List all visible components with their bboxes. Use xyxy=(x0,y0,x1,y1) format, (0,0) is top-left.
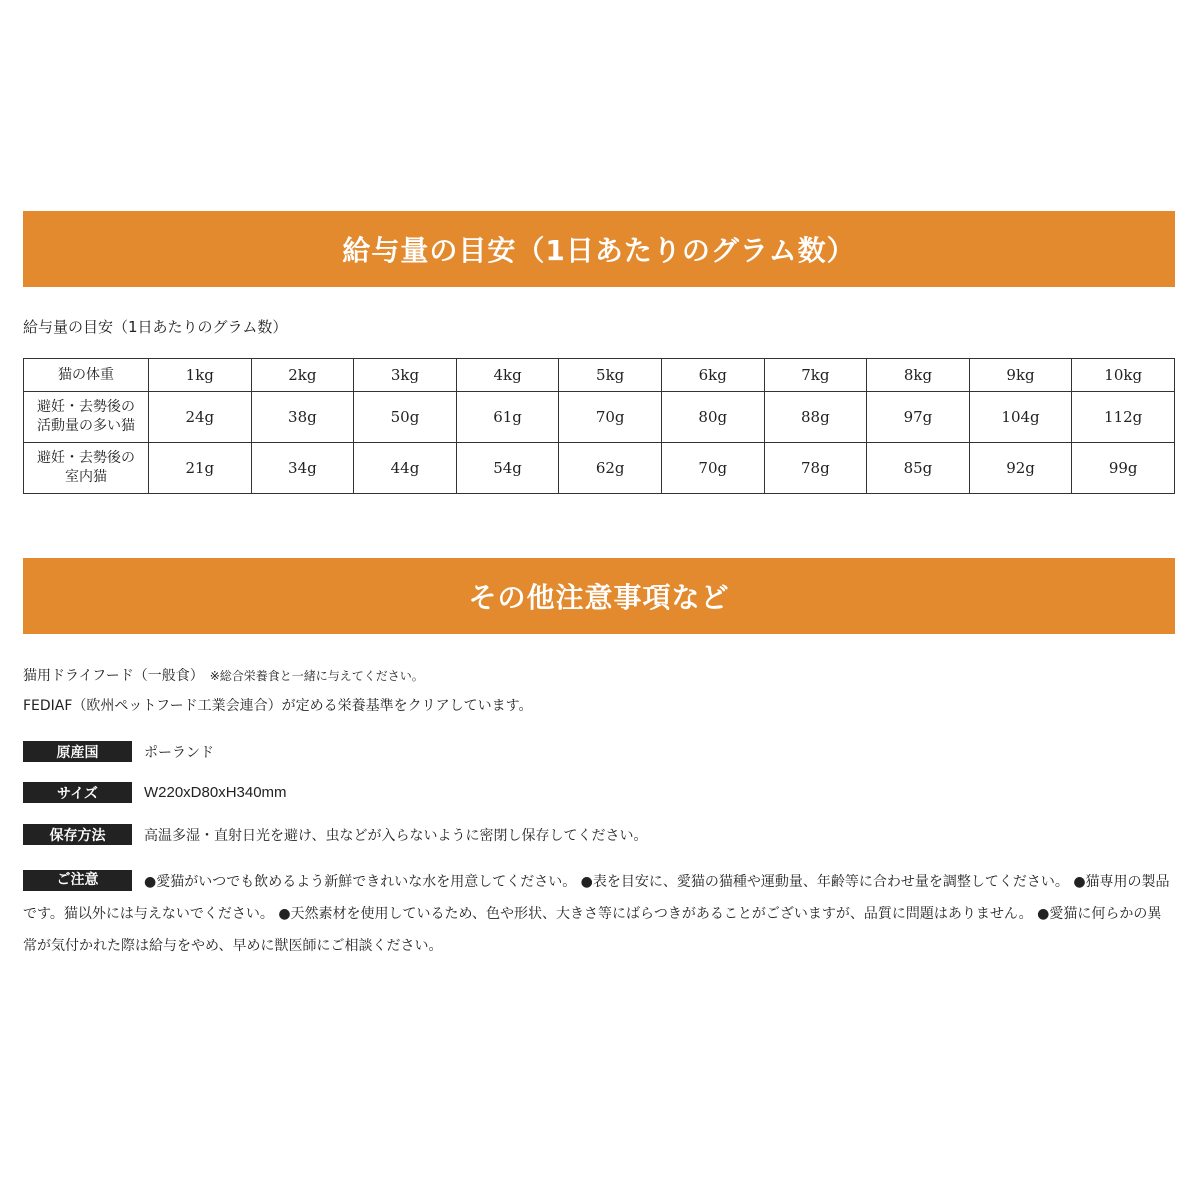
amount-cell: 50g xyxy=(354,392,457,443)
amount-cell: 85g xyxy=(867,443,970,494)
storage-value: 高温多湿・直射日光を避け、虫などが入らないように密閉し保存してください。 xyxy=(144,827,648,844)
spec-size xyxy=(23,782,287,803)
table-header-row xyxy=(24,359,1175,392)
weight-cell: 2kg xyxy=(251,359,354,392)
product-type-line xyxy=(23,665,424,685)
amount-cell: 80g xyxy=(661,392,764,443)
table-row xyxy=(24,443,1175,494)
weight-cell: 10kg xyxy=(1072,359,1175,392)
weight-cell: 1kg xyxy=(149,359,252,392)
amount-cell: 112g xyxy=(1072,392,1175,443)
weight-cell: 6kg xyxy=(661,359,764,392)
caution-text: ●愛猫がいつでも飲めるよう新鮮できれいな水を用意してください。 ●表を目安に、愛猫の猫種や運動量、年齢等に合わせ量を調整してください。 ●猫専用の製品です。猫以外には与えないでください。 ●天然素材を使用しているため、色や形状、大きさ等にばらつきがあることがございますが、品質に問題はありません。 ●愛猫に何らかの異常が気付かれた際は給与をやめ、早めに獣医師にご相談ください。 xyxy=(23,874,1170,954)
feeding-table-caption: 給与量の目安（1日あたりのグラム数） xyxy=(23,318,288,336)
amount-cell: 34g xyxy=(251,443,354,494)
fediaf-line: FEDIAF（欧州ペットフード工業会連合）が定める栄養基準をクリアしています。 xyxy=(23,698,533,714)
weight-cell: 9kg xyxy=(969,359,1072,392)
amount-cell: 54g xyxy=(456,443,559,494)
row-label-line: 活動量の多い猫 xyxy=(37,418,135,434)
origin-value: ポーランド xyxy=(144,744,214,761)
feeding-table xyxy=(23,358,1175,494)
product-type: 猫用ドライフード（一般食） xyxy=(23,668,204,684)
table-header-label: 猫の体重 xyxy=(24,359,149,392)
weight-cell: 3kg xyxy=(354,359,457,392)
row-label-line: 室内猫 xyxy=(65,469,107,485)
amount-cell: 92g xyxy=(969,443,1072,494)
caution-block xyxy=(23,866,1175,962)
weight-cell: 5kg xyxy=(559,359,662,392)
row-label-line: 避妊・去勢後の xyxy=(37,450,135,466)
notes-banner xyxy=(23,558,1175,634)
amount-cell: 24g xyxy=(149,392,252,443)
amount-cell: 70g xyxy=(661,443,764,494)
feeding-guide-title: 給与量の目安（1日あたりのグラム数） xyxy=(342,234,856,267)
notes-title: その他注意事項など xyxy=(468,581,730,614)
size-value: W220xD80xH340mm xyxy=(144,784,287,801)
amount-cell: 99g xyxy=(1072,443,1175,494)
row-label-active-cat xyxy=(24,392,149,443)
product-type-note: ※総合栄養食と一緒に与えてください。 xyxy=(209,669,424,683)
amount-cell: 21g xyxy=(149,443,252,494)
feeding-guide-banner xyxy=(23,211,1175,287)
amount-cell: 104g xyxy=(969,392,1072,443)
caution-tag: ご注意 xyxy=(23,870,132,891)
storage-tag: 保存方法 xyxy=(23,824,132,845)
origin-tag: 原産国 xyxy=(23,741,132,762)
amount-cell: 44g xyxy=(354,443,457,494)
amount-cell: 61g xyxy=(456,392,559,443)
amount-cell: 97g xyxy=(867,392,970,443)
weight-cell: 8kg xyxy=(867,359,970,392)
spec-origin xyxy=(23,741,214,762)
amount-cell: 62g xyxy=(559,443,662,494)
size-tag: サイズ xyxy=(23,782,132,803)
table-row xyxy=(24,392,1175,443)
amount-cell: 88g xyxy=(764,392,867,443)
spec-storage xyxy=(23,824,647,845)
weight-cell: 4kg xyxy=(456,359,559,392)
amount-cell: 78g xyxy=(764,443,867,494)
amount-cell: 38g xyxy=(251,392,354,443)
amount-cell: 70g xyxy=(559,392,662,443)
row-label-indoor-cat xyxy=(24,443,149,494)
weight-cell: 7kg xyxy=(764,359,867,392)
row-label-line: 避妊・去勢後の xyxy=(37,399,135,415)
